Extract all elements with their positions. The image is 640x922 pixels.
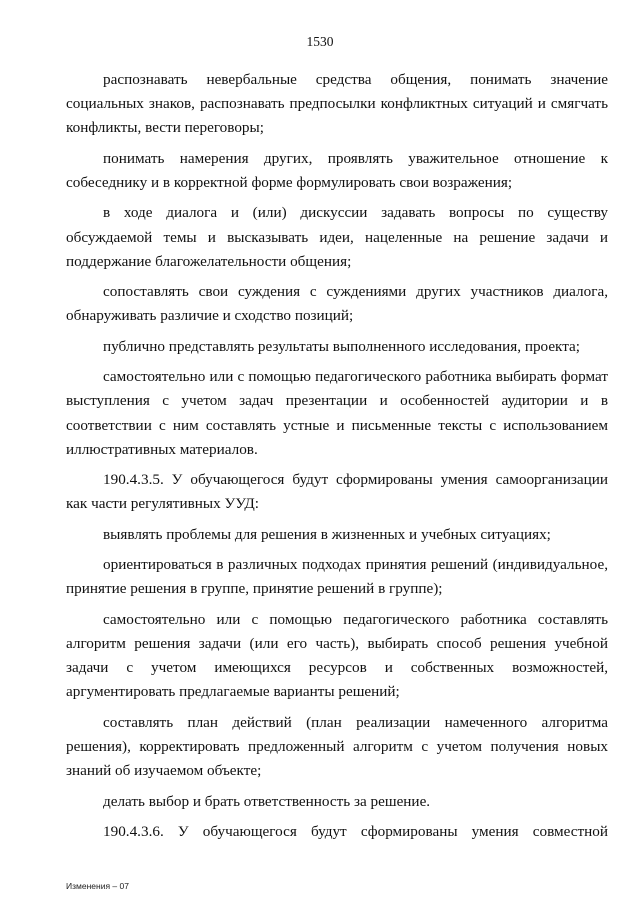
paragraph: распознавать невербальные средства общения, понимать значение социальных знаков, распознавать предпосылки конфликтных ситуаций и смягчать конфликты, вести переговоры;	[66, 71, 608, 137]
footer-revision-label: Изменения – 07	[66, 881, 129, 891]
page-number: 1530	[306, 34, 334, 49]
paragraph: сопоставлять свои суждения с суждениями других участников диалога, обнаруживать различие и сходство позиций;	[66, 283, 608, 325]
paragraph: самостоятельно или с помощью педагогического работника выбирать формат выступления с учетом задач презентации и особенностей аудитории и в соответствии с ним составлять устные и письменные тексты с использованием иллюстративных материалов.	[66, 368, 608, 458]
paragraph: публично представлять результаты выполненного исследования, проекта;	[103, 337, 581, 355]
section-heading-paragraph: 190.4.3.5. У обучающегося будут сформированы умения самоорганизации как части регулятивных УУД:	[66, 471, 608, 513]
paragraph: понимать намерения других, проявлять уважительное отношение к собеседнику и в корректной форме формулировать свои возражения;	[66, 149, 608, 191]
paragraph: составлять план действий (план реализации намеченного алгоритма решения), корректировать предложенный алгоритм с учетом получения новых знаний об изучаемом объекте;	[66, 713, 608, 780]
paragraph: самостоятельно или с помощью педагогического работника составлять алгоритм решения задачи (или его часть), выбирать способ решения учебной задачи с учетом имеющихся ресурсов и собственных возможностей, аргументировать предлагаемые варианты решений;	[66, 610, 608, 701]
paragraph: в ходе диалога и (или) дискуссии задавать вопросы по существу обсуждаемой темы и высказывать идеи, нацеленные на решение задачи и поддержание благожелательности общения;	[66, 204, 608, 270]
paragraph: выявлять проблемы для решения в жизненных и учебных ситуациях;	[103, 525, 551, 543]
section-heading-paragraph: 190.4.3.6. У обучающегося будут сформированы умения совместной	[103, 822, 608, 840]
paragraph: делать выбор и брать ответственность за решение.	[103, 792, 431, 810]
paragraph: ориентироваться в различных подходах принятия решений (индивидуальное, принятие решения в группе, принятие решений в группе);	[66, 556, 608, 598]
page-body	[66, 68, 608, 850]
